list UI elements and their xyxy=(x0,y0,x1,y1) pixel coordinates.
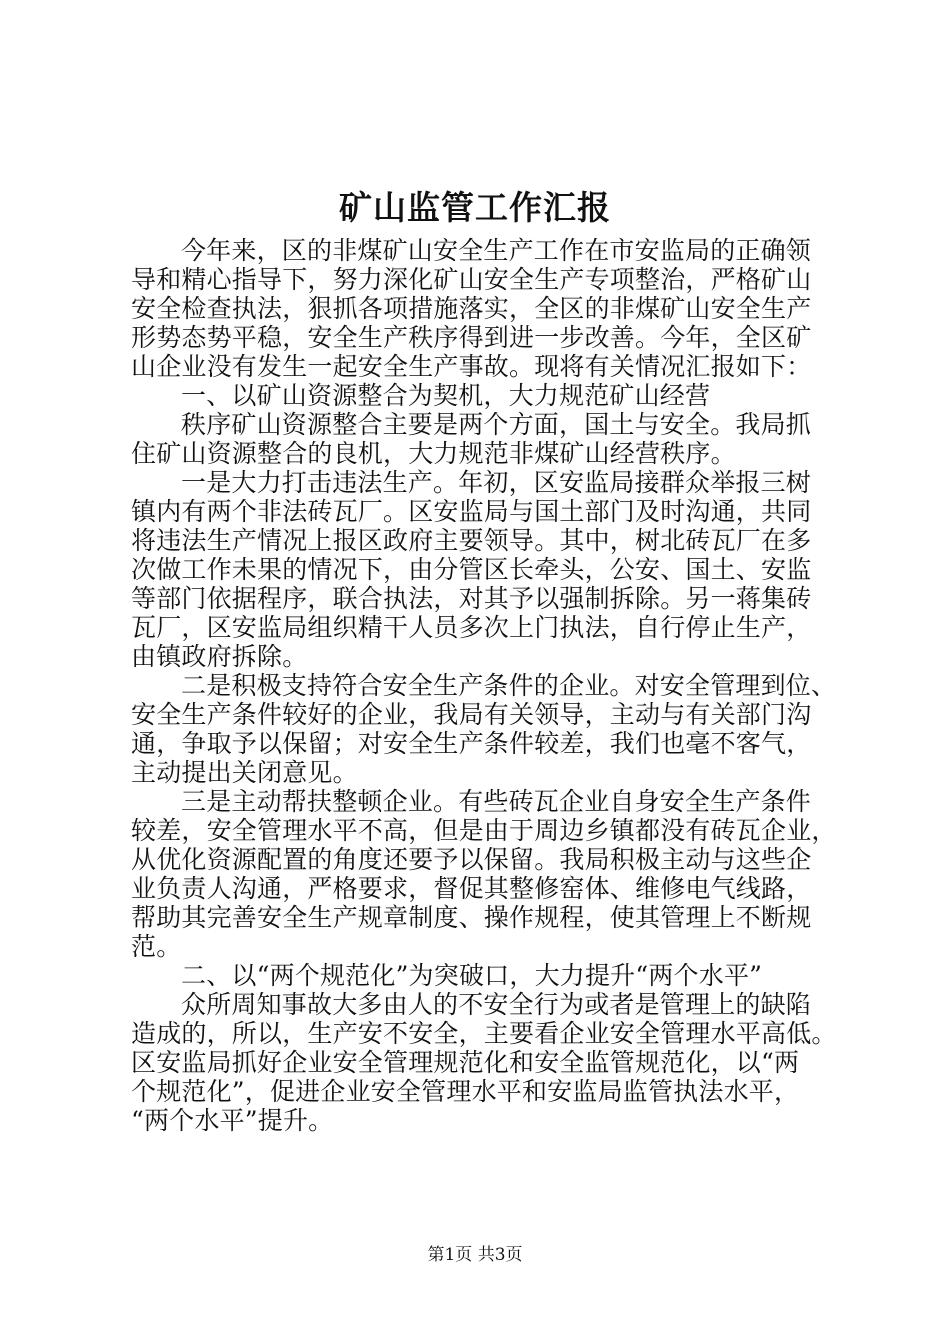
body-line: 安全生产条件较好的企业，我局有关领导，主动与有关部门沟 xyxy=(131,700,812,729)
body-line: 山企业没有发生一起安全生产事故。现将有关情况汇报如下： xyxy=(131,352,812,381)
body-line: 造成的，所以，生产安不安全，主要看企业安全管理水平高低。 xyxy=(131,1019,837,1048)
body-line: 众所周知事故大多由人的不安全行为或者是管理上的缺陷 xyxy=(181,990,812,1019)
body-line: 镇内有两个非法砖瓦厂。区安监局与国土部门及时沟通，共同 xyxy=(131,497,812,526)
body-line: 业负责人沟通，严格要求，督促其整修窑体、维修电气线路， xyxy=(131,874,812,903)
body-line: 通，争取予以保留；对安全生产条件较差，我们也毫不客气， xyxy=(131,729,812,758)
page-footer: 第1页 共3页 xyxy=(427,1245,523,1265)
body-line: 等部门依据程序，联合执法，对其予以强制拆除。另一蒋集砖 xyxy=(131,584,812,613)
body-line: 较差，安全管理水平不高，但是由于周边乡镇都没有砖瓦企业， xyxy=(131,816,837,845)
body-line: 次做工作未果的情况下，由分管区长牵头，公安、国土、安监 xyxy=(131,555,812,584)
body-line: 帮助其完善安全生产规章制度、操作规程，使其管理上不断规 xyxy=(131,903,812,932)
body-line: 今年来，区的非煤矿山安全生产工作在市安监局的正确领 xyxy=(181,236,812,265)
body-line: 范。 xyxy=(131,932,182,961)
body-line: 秩序矿山资源整合主要是两个方面，国土与安全。我局抓 xyxy=(181,410,812,439)
body-line: 个规范化”，促进企业安全管理水平和安监局监管执法水平， xyxy=(131,1077,800,1106)
page-title: 矿山监管工作汇报 xyxy=(339,188,611,227)
body-line: 区安监局抓好企业安全管理规范化和安全监管规范化，以“两 xyxy=(131,1048,800,1077)
body-line: 从优化资源配置的角度还要予以保留。我局积极主动与这些企 xyxy=(131,845,812,874)
body-line: 安全检查执法，狠抓各项措施落实，全区的非煤矿山安全生产 xyxy=(131,294,812,323)
body-line: “两个水平”提升。 xyxy=(131,1106,334,1135)
body-line: 二是积极支持符合安全生产条件的企业。对安全管理到位、 xyxy=(181,671,837,700)
body-line: 主动提出关闭意见。 xyxy=(131,758,358,787)
body-line: 住矿山资源整合的良机，大力规范非煤矿山经营秩序。 xyxy=(131,439,736,468)
body-line: 一是大力打击违法生产。年初，区安监局接群众举报三树 xyxy=(181,468,812,497)
body-line: 一、以矿山资源整合为契机，大力规范矿山经营 xyxy=(181,381,711,410)
body-line: 将违法生产情况上报区政府主要领导。其中，树北砖瓦厂在多 xyxy=(131,526,812,555)
body-line: 由镇政府拆除。 xyxy=(131,642,308,671)
body-line: 二、以“两个规范化”为突破口，大力提升“两个水平” xyxy=(181,961,763,990)
body-line: 导和精心指导下，努力深化矿山安全生产专项整治，严格矿山 xyxy=(131,265,812,294)
body-line: 形势态势平稳，安全生产秩序得到进一步改善。今年，全区矿 xyxy=(131,323,812,352)
body-line: 瓦厂，区安监局组织精干人员多次上门执法，自行停止生产， xyxy=(131,613,812,642)
body-line: 三是主动帮扶整顿企业。有些砖瓦企业自身安全生产条件 xyxy=(181,787,812,816)
document-body xyxy=(131,236,837,1135)
